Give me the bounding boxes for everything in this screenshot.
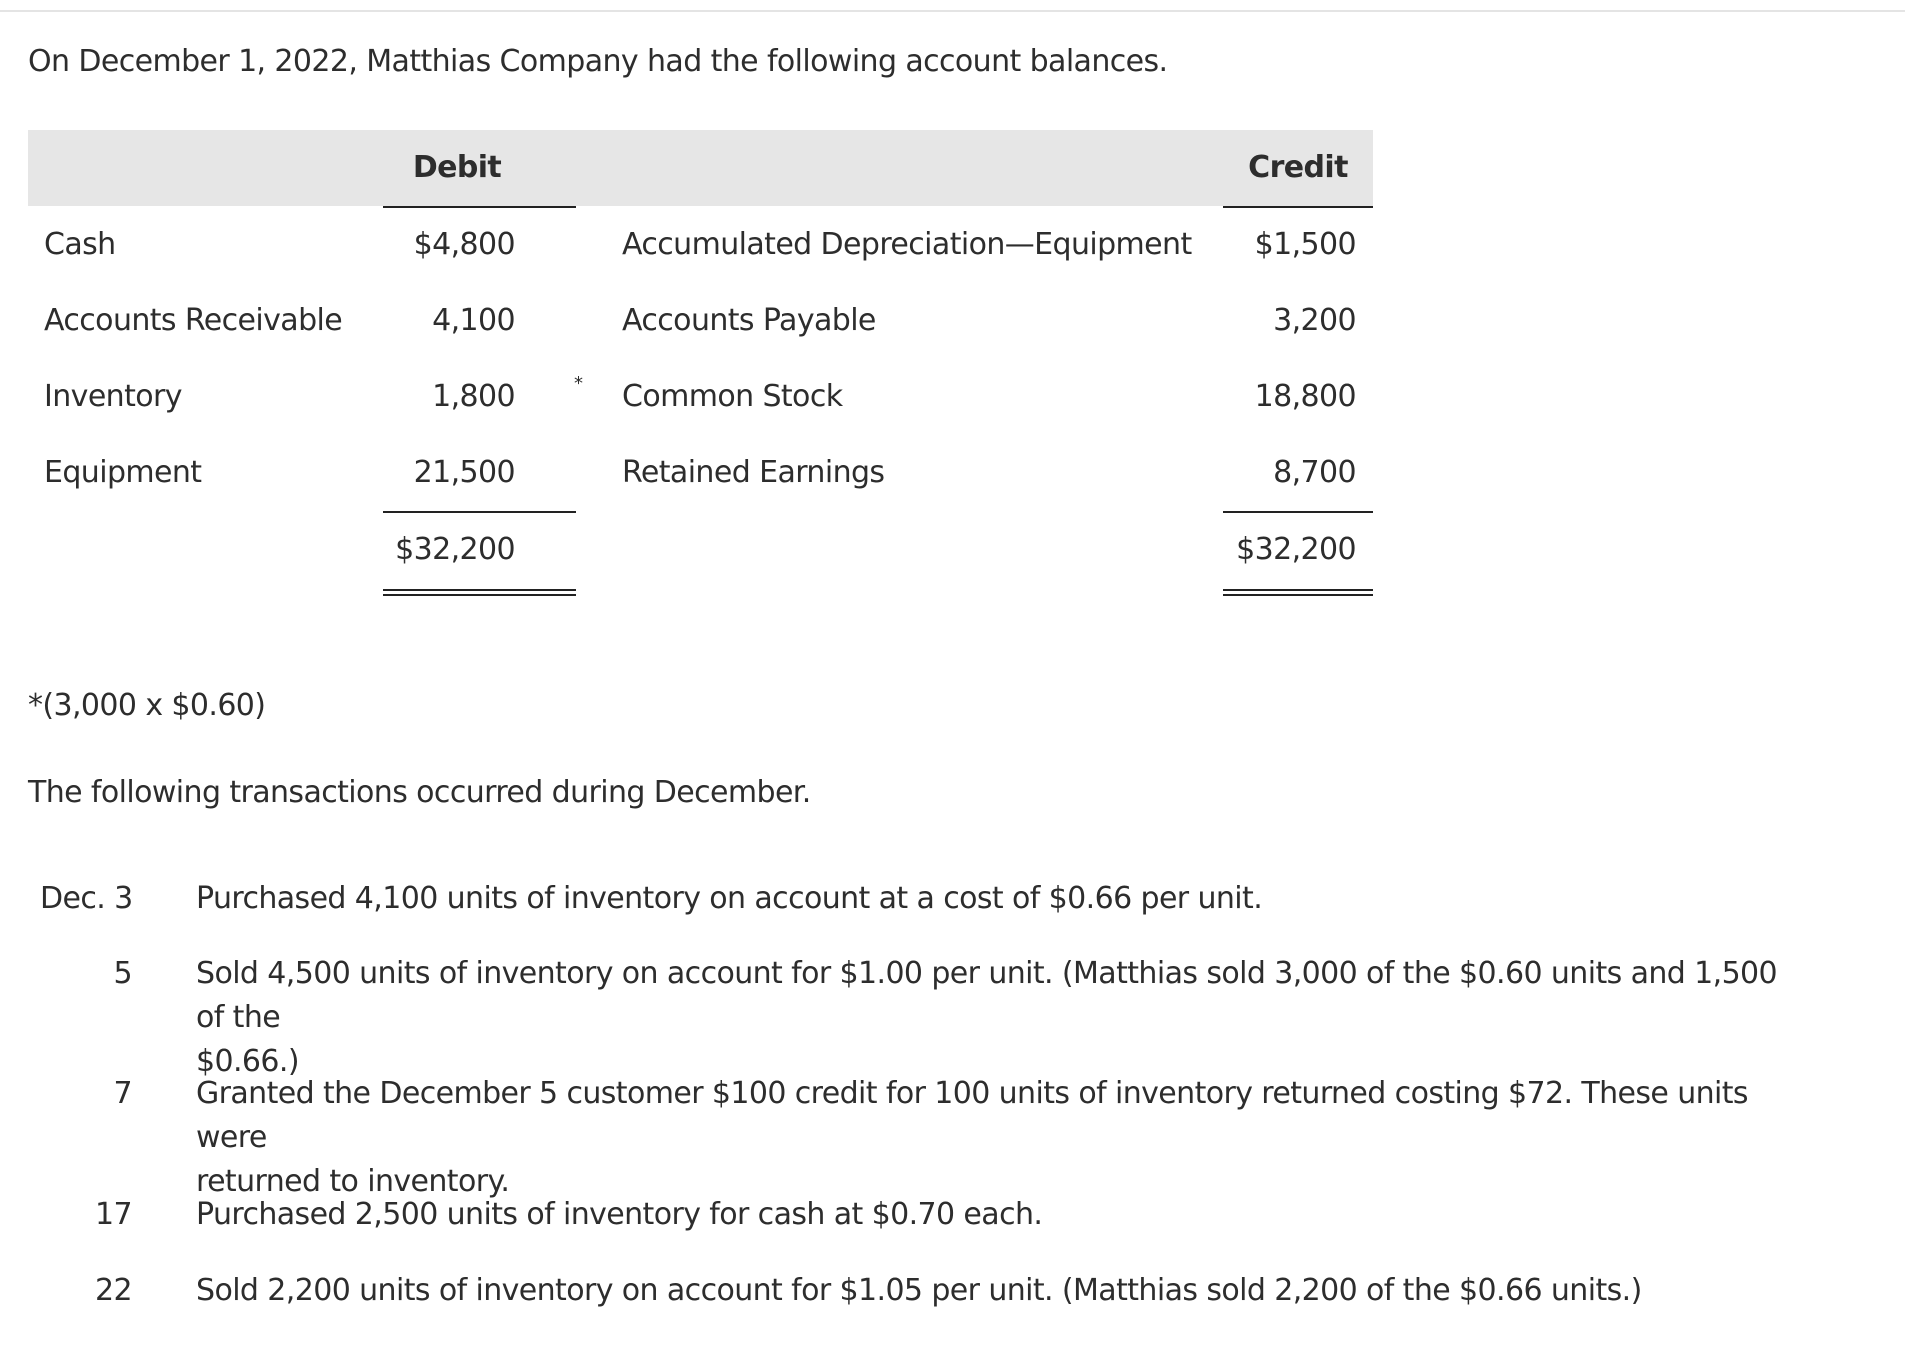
credit-account: Accounts Payable xyxy=(622,303,876,338)
transaction-description xyxy=(196,1269,1796,1313)
credit-account: Retained Earnings xyxy=(622,455,885,490)
credit-amount: 8,700 xyxy=(1273,455,1356,490)
transaction-date: 22 xyxy=(95,1273,132,1308)
transaction-description xyxy=(196,1072,1796,1204)
debit-amount: 4,100 xyxy=(432,303,515,338)
credit-account: Common Stock xyxy=(622,379,843,414)
transaction-line: Purchased 2,500 units of inventory for cash at $0.70 each. xyxy=(196,1197,1043,1232)
transactions-intro: The following transactions occurred during December. xyxy=(28,775,811,810)
table-header xyxy=(28,130,1373,206)
transaction-line: $0.66.) xyxy=(196,1044,299,1079)
debit-total-double-rule-bottom xyxy=(383,594,576,596)
debit-amount: 1,800 xyxy=(432,379,515,414)
table-row xyxy=(28,283,1373,359)
total-credit: $32,200 xyxy=(1236,532,1356,567)
transaction-line: Sold 4,500 units of inventory on account for $1.00 per unit. (Matthias sold 3,000 of the $0.60 units and 1,500 of the xyxy=(196,956,1778,1035)
table-row xyxy=(28,359,1373,435)
total-row xyxy=(28,512,1373,588)
credit-total-double-rule-top xyxy=(1223,589,1373,591)
debit-header: Debit xyxy=(412,150,502,185)
intro-text: On December 1, 2022, Matthias Company had the following account balances. xyxy=(28,44,1168,79)
footnote: *(3,000 x $0.60) xyxy=(28,688,266,723)
credit-amount: 3,200 xyxy=(1273,303,1356,338)
debit-account: Accounts Receivable xyxy=(44,303,343,338)
debit-account: Inventory xyxy=(44,379,182,414)
debit-account: Equipment xyxy=(44,455,202,490)
credit-account: Accumulated Depreciation—Equipment xyxy=(622,227,1192,262)
debit-total-double-rule-top xyxy=(383,589,576,591)
transaction-line: returned to inventory. xyxy=(196,1164,510,1199)
credit-amount: 18,800 xyxy=(1254,379,1356,414)
table-row xyxy=(28,435,1373,511)
table-row xyxy=(28,207,1373,283)
total-debit: $32,200 xyxy=(395,532,515,567)
transaction-line: Sold 2,200 units of inventory on account for $1.05 per unit. (Matthias sold 2,200 of the $0.66 units.) xyxy=(196,1273,1642,1308)
transaction-date: Dec. 3 xyxy=(40,881,133,916)
transaction-description xyxy=(196,952,1796,1084)
debit-amount: 21,500 xyxy=(413,455,515,490)
transaction-line: Purchased 4,100 units of inventory on account at a cost of $0.66 per unit. xyxy=(196,881,1263,916)
credit-total-double-rule-bottom xyxy=(1223,594,1373,596)
debit-account: Cash xyxy=(44,227,116,262)
footnote-marker: * xyxy=(574,373,583,394)
credit-amount: $1,500 xyxy=(1254,227,1356,262)
transaction-date: 7 xyxy=(113,1076,132,1111)
transaction-date: 17 xyxy=(95,1197,132,1232)
credit-header: Credit xyxy=(1248,150,1348,185)
transaction-date: 5 xyxy=(113,956,132,991)
transaction-line: Granted the December 5 customer $100 credit for 100 units of inventory returned costing $72. These units were xyxy=(196,1076,1748,1155)
top-divider xyxy=(0,10,1905,12)
transaction-description xyxy=(196,1193,1796,1237)
debit-amount: $4,800 xyxy=(413,227,515,262)
transaction-description xyxy=(196,877,1796,921)
account-balances-table xyxy=(28,130,1373,600)
